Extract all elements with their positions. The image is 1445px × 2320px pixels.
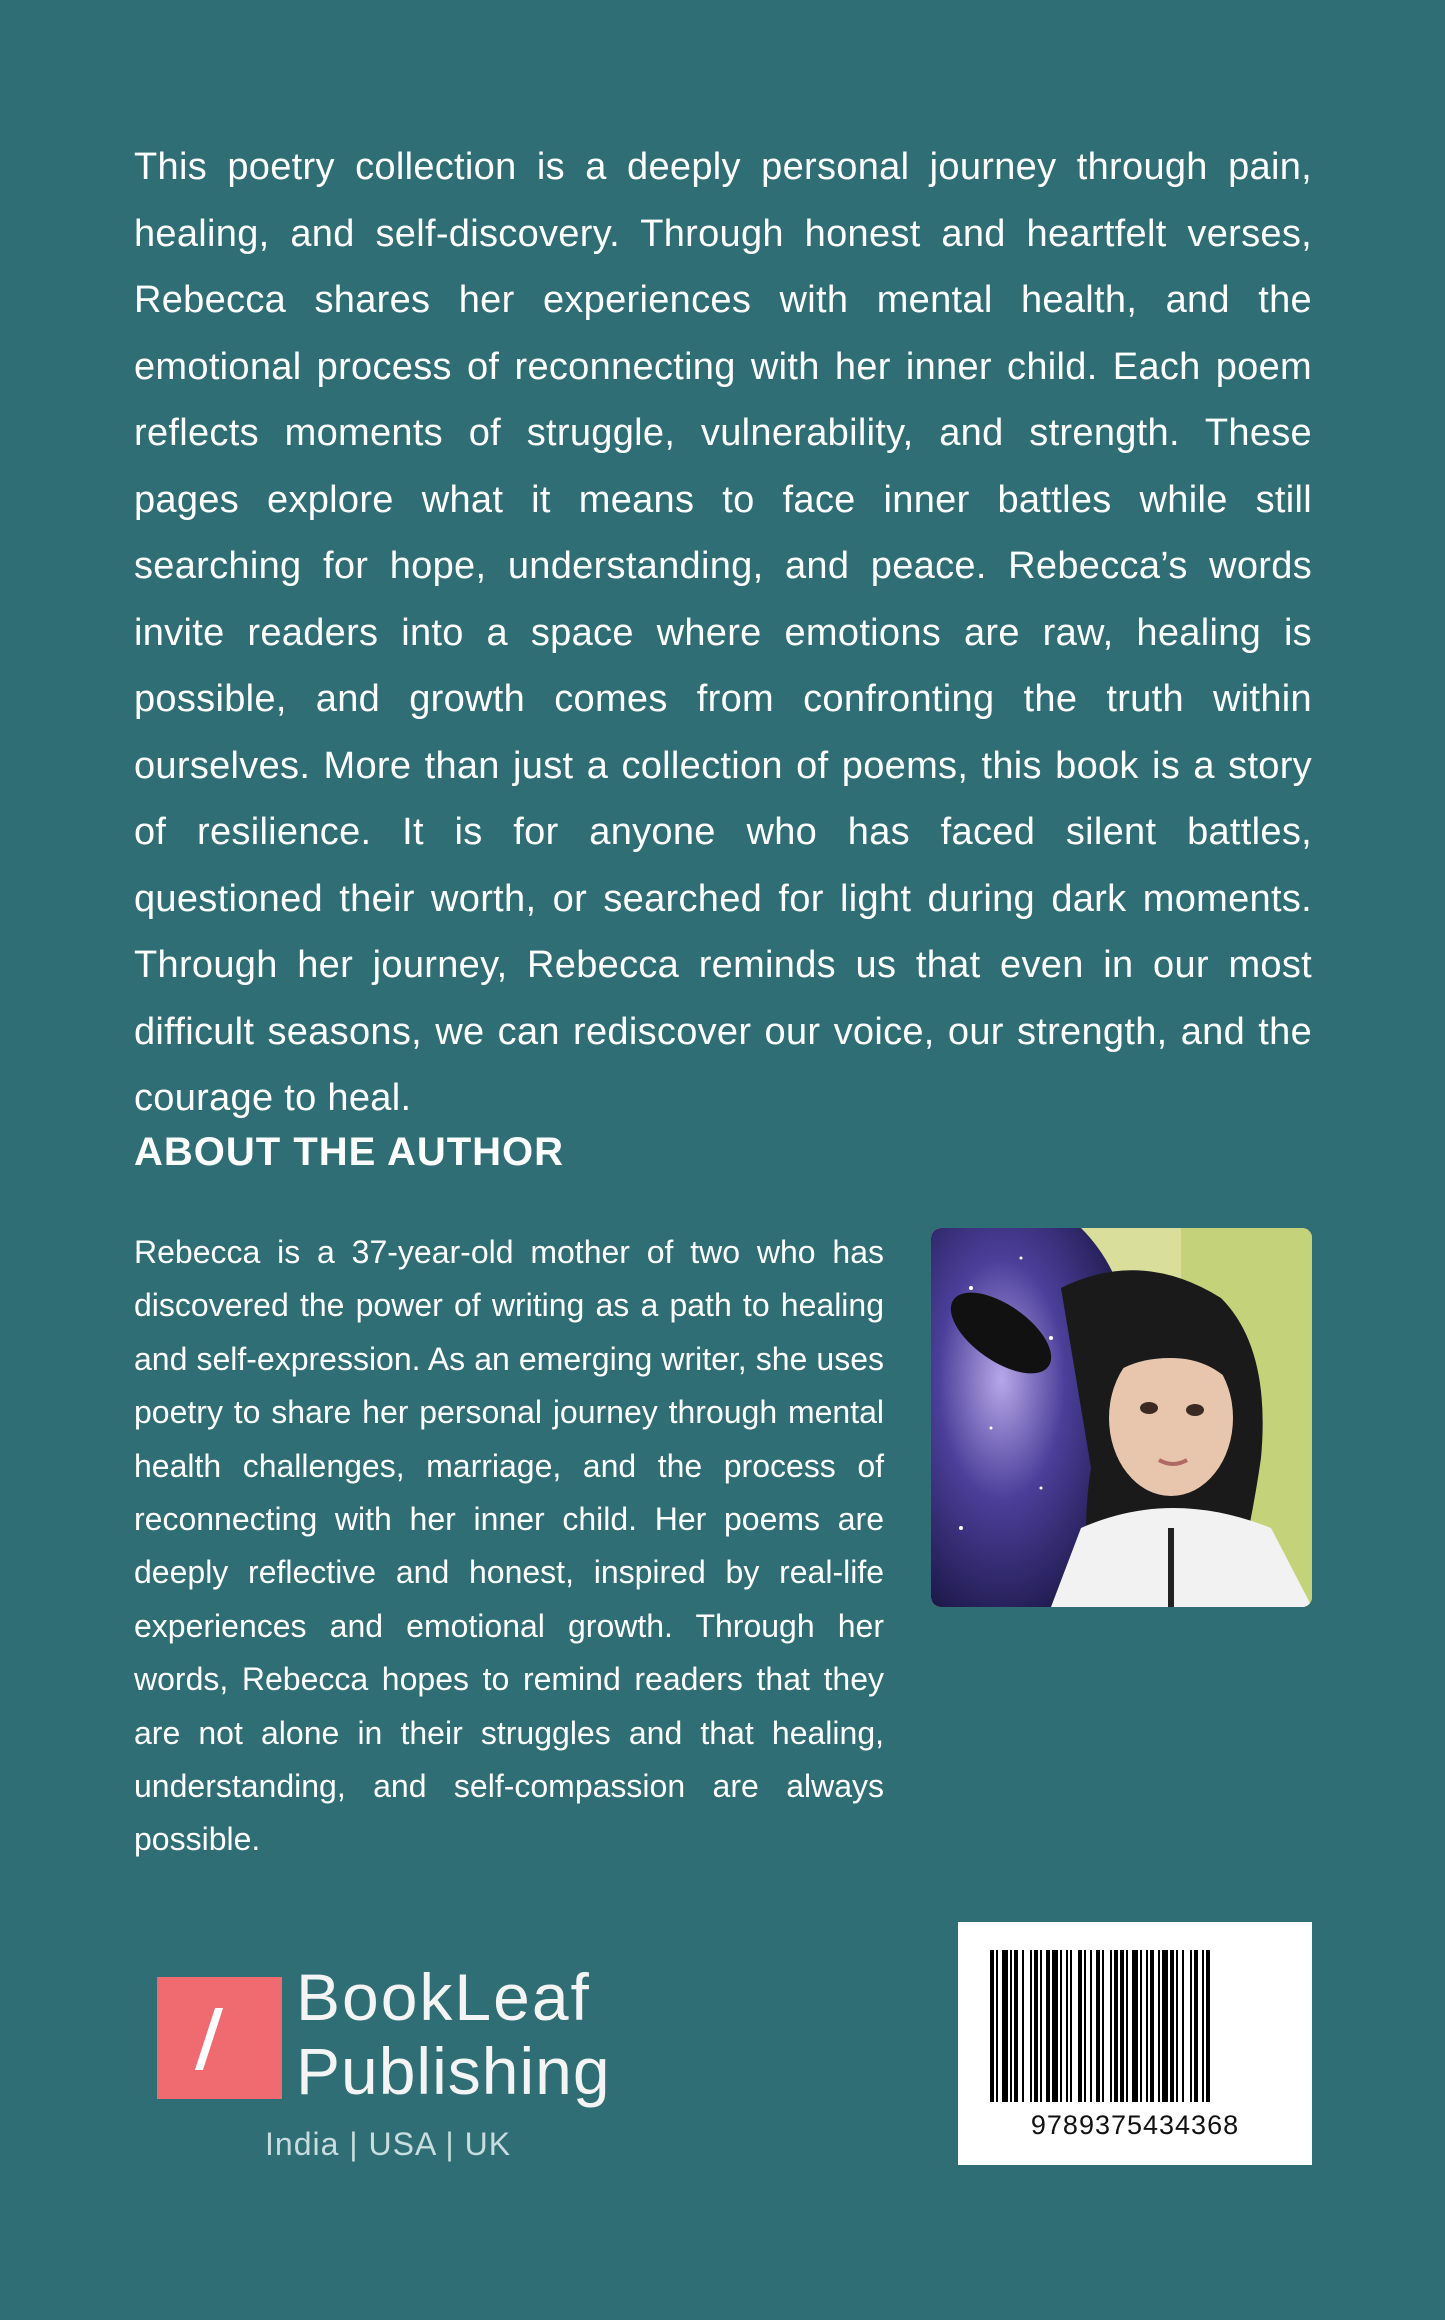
barcode-bar [1158,1950,1160,2102]
barcode-bar [1202,1950,1204,2102]
barcode-bars [988,1950,1282,2102]
barcode-bar [1078,1950,1082,2102]
barcode-bar [1010,1950,1012,2102]
barcode-bar [1022,1950,1024,2102]
isbn-barcode [958,1922,1312,2165]
barcode-bar [1060,1950,1062,2102]
about-the-author-heading: ABOUT THE AUTHOR [134,1130,565,1174]
barcode-bar [1052,1950,1058,2102]
barcode-bar [1114,1950,1118,2102]
barcode-bar [1126,1950,1128,2102]
barcode-bar [1120,1950,1124,2102]
barcode-bar [1140,1950,1142,2102]
barcode-bar [1176,1950,1178,2102]
barcode-bar [1190,1950,1192,2102]
author-photo [931,1228,1312,1607]
barcode-bar [990,1950,994,2102]
barcode-bar [1070,1950,1072,2102]
barcode-bar [1146,1950,1148,2102]
barcode-bar [1002,1950,1008,2102]
barcode-bar [1034,1950,1038,2102]
barcode-bar [1046,1950,1050,2102]
publisher-name-line1: BookLeaf [296,1960,591,2034]
barcode-bar [996,1950,998,2102]
bookleaf-logo-mark [157,1977,282,2099]
barcode-bar [1132,1950,1138,2102]
back-cover-blurb: This poetry collection is a deeply personal journey through pain, healing, and self-discovery. Through honest and heartfelt verses, Rebecca shares her experiences with mental health, and the emotional process of reconnecting with her inner child. Each poem reflects moments of struggle, vulnerability, and strength. These pages explore what it means to face inner battles while still searching for hope, understanding, and peace. Rebecca’s words invite readers into a space where emotions are raw, healing is possible, and growth comes from confronting the truth within ourselves. More than just a collection of poems, this book is a story of resilience. It is for anyone who has faced silent battles, questioned their worth, or searched for light during dark moments. Through her journey, Rebecca reminds us that even in our most difficult seasons, we can rediscover our voice, our strength, and the courage to heal. [134,146,1312,1119]
barcode-bar [1096,1950,1100,2102]
publisher-name-line2: Publishing [296,2034,611,2108]
barcode-bar [1066,1950,1068,2102]
barcode-bar [1110,1950,1112,2102]
barcode-bar [1182,1950,1184,2102]
barcode-bar [1090,1950,1092,2102]
author-bio: Rebecca is a 37-year-old mother of two who has discovered the power of writing as a path to healing and self-expression. As an emerging writer, she uses poetry to share her personal journey through mental health challenges, marriage, and the process of reconnecting with her inner child. Her poems are deeply reflective and honest, inspired by real-life experiences and emotional growth. Through her words, Rebecca hopes to remind readers that they are not alone in their struggles and that healing, understanding, and self-compassion are always possible. [134,1234,884,1858]
barcode-bar [1206,1950,1210,2102]
barcode-bar [1150,1950,1154,2102]
publisher-regions: India | USA | UK [265,2126,512,2162]
barcode-bar [1102,1950,1104,2102]
barcode-bar [1014,1950,1018,2102]
barcode-bar [1040,1950,1042,2102]
isbn-number: 9789375434368 [1030,2110,1240,2140]
barcode-bar [1170,1950,1174,2102]
barcode-bar [1084,1950,1086,2102]
barcode-bar [1194,1950,1198,2102]
barcode-bar [1030,1950,1032,2102]
barcode-bar [1162,1950,1168,2102]
